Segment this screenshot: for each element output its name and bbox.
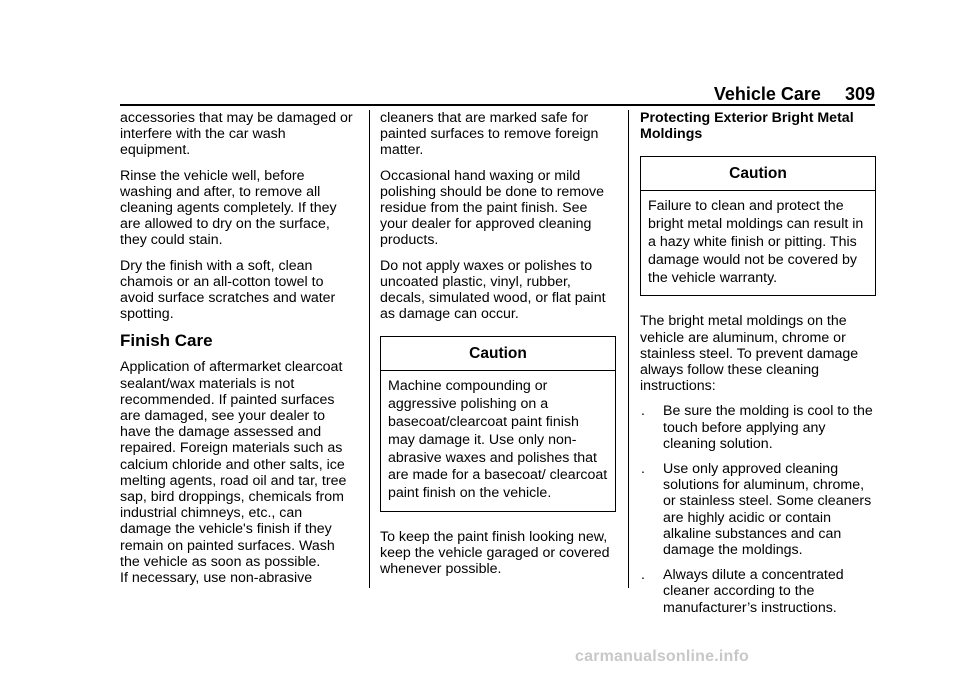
list-item [640,403,876,452]
list-item [640,461,876,558]
bullet-marker: . [641,403,645,420]
caution-box [640,156,876,296]
caution-text: Failure to clean and protect the bright metal moldings can result in a hazy white finish or pitting. This damage would not be covered by the vehicle warranty. [648,198,864,286]
column-divider [628,110,629,588]
page-number: 309 [844,84,875,104]
paragraph: To keep the paint finish looking new, keep the vehicle garaged or covered whenever possible. [380,529,610,578]
bullet-marker: . [641,461,645,478]
caution-text: Machine compounding or aggressive polishing on a basecoat/clearcoat paint finish may damage it. Use only non-abrasive waxes and polishes that are made for a basecoat/ clearcoat paint finish on the vehicle. [388,378,608,502]
list-item-text: Always dilute a concentrated cleaner according to the manufacturer’s instructions. [663,567,844,616]
paragraph: Occasional hand waxing or mild polishing should be done to remove residue from the paint finish. See your dealer for approved cleaning products. [380,167,605,249]
list-item [640,567,876,616]
paragraph: cleaners that are marked safe for painted surfaces to remove foreign matter. [380,110,599,159]
paragraph: Rinse the vehicle well, before washing and after, to remove all cleaning agents completely. If they are allowed to dry on the surface, they could stain. [120,167,337,249]
list-item-text: Use only approved cleaning solutions for aluminum, chrome, or stainless steel. Some cleaners are highly acidic or contain alkaline substances and can damage the moldings. [663,461,872,559]
header-rule [120,104,875,106]
caution-title: Caution [641,157,875,191]
column-divider [369,110,370,588]
page-header [120,84,875,104]
bullet-marker: . [641,567,645,584]
column-3 [640,110,876,625]
paragraph: Do not apply waxes or polishes to uncoated plastic, vinyl, rubber, decals, simulated wood, or flat paint as damage can occur. [380,257,606,323]
watermark: carmanualsonline.info [575,648,750,665]
list-item-text: Be sure the molding is cool to the touch before applying any cleaning solution. [663,403,873,452]
column-1 [120,110,356,595]
caution-title: Caution [381,337,615,371]
paragraph: If necessary, use non-abrasive [120,570,313,587]
paragraph: The bright metal moldings on the vehicle are aluminum, chrome or stainless steel. To prevent damage always follow these cleaning instructions: [640,313,859,395]
section-title: Vehicle Care [713,84,821,104]
paragraph: Dry the finish with a soft, clean chamois or an all-cotton towel to avoid surface scratches and water spotting. [120,257,336,323]
paragraph: Application of aftermarket clearcoat sealant/wax materials is not recommended. If painted surfaces are damaged, see your dealer to have the damage assessed and repaired. Foreign materials such as calcium chloride and other salts, ice melting agents, road oil and tar, tree sap, bird droppings, chemicals from industrial chimneys, etc., can damage the vehicle's finish if they remain on painted surfaces. Wash the vehicle as soon as possible. [120,359,347,570]
paragraph: accessories that may be damaged or interfere with the car wash equipment. [120,110,353,159]
bullet-list [640,403,876,615]
section-heading-finish-care: Finish Care [120,331,213,351]
column-2 [380,110,616,587]
caution-box [380,336,616,512]
subsection-heading: Protecting Exterior Bright Metal Moldings [640,110,854,143]
